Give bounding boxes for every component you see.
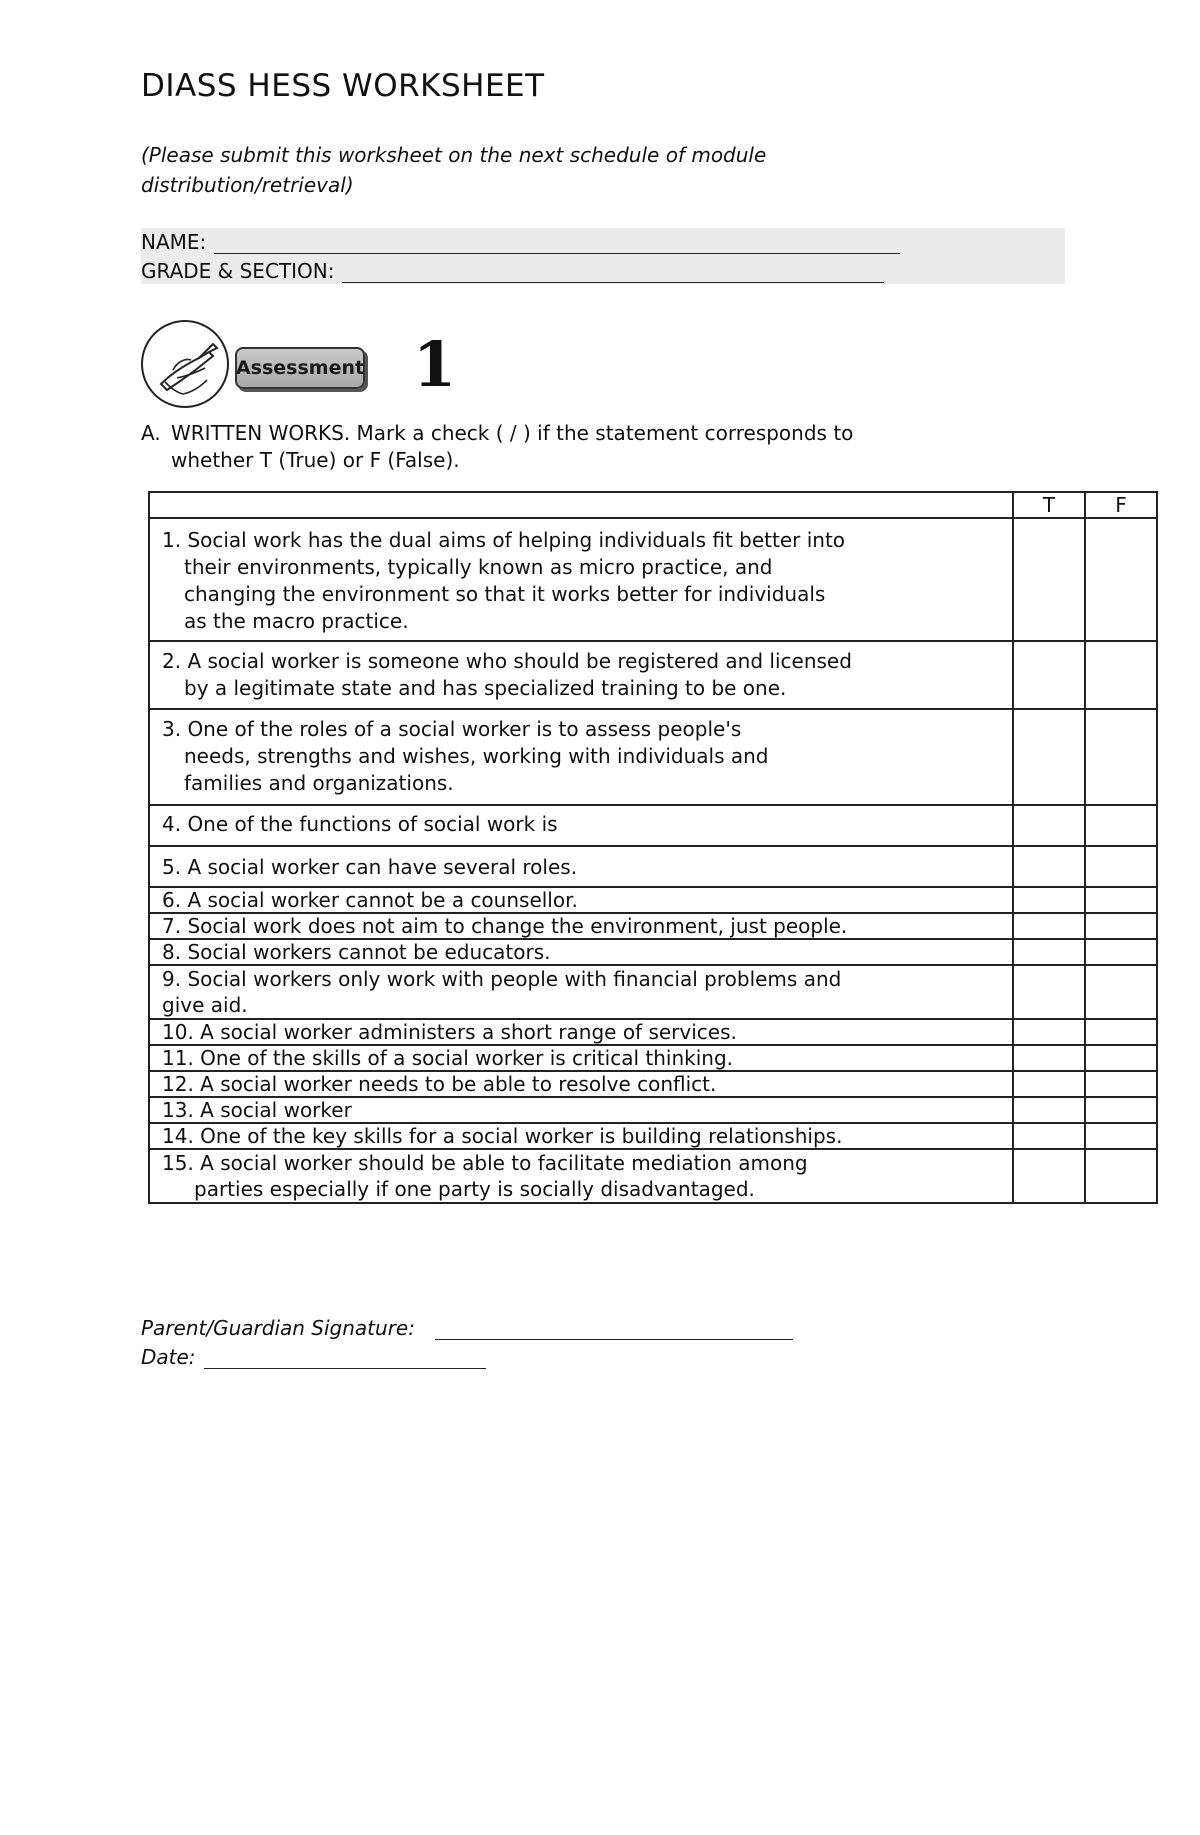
table-row (149, 641, 1157, 709)
false-checkbox-cell[interactable] (1085, 641, 1157, 709)
table-row (149, 887, 1157, 913)
statement-cell: 7. Social work does not aim to change the environment, just people. (149, 913, 1013, 939)
table-row (149, 1045, 1157, 1071)
statement-cell: 12. A social worker needs to be able to resolve conflict. (149, 1071, 1013, 1097)
true-checkbox-cell[interactable] (1013, 709, 1085, 805)
statement-line: give aid. (162, 993, 248, 1017)
true-checkbox-cell[interactable] (1013, 846, 1085, 887)
true-checkbox-cell[interactable] (1013, 965, 1085, 1019)
table-row (149, 846, 1157, 887)
statement-cell: 13. A social worker (149, 1097, 1013, 1123)
statement-line: as the macro practice. (184, 609, 409, 633)
table-row (149, 939, 1157, 965)
table-row (149, 805, 1157, 846)
date-label: Date: (141, 1345, 196, 1369)
table-row (149, 1071, 1157, 1097)
statement-line: families and organizations. (184, 771, 454, 795)
header-statement (149, 492, 1013, 518)
true-checkbox-cell[interactable] (1013, 1071, 1085, 1097)
false-checkbox-cell[interactable] (1085, 1097, 1157, 1123)
false-checkbox-cell[interactable] (1085, 1071, 1157, 1097)
instruction-line-2: whether T (True) or F (False). (171, 448, 460, 472)
name-field-row (141, 228, 900, 254)
table-row (149, 518, 1157, 641)
instruction-line-1: WRITTEN WORKS. Mark a check ( / ) if the statement corresponds to (171, 421, 854, 445)
instructions (141, 420, 1021, 474)
false-checkbox-cell[interactable] (1085, 709, 1157, 805)
table-row (149, 1097, 1157, 1123)
true-checkbox-cell[interactable] (1013, 805, 1085, 846)
instruction-section-letter: A. (141, 421, 161, 445)
true-checkbox-cell[interactable] (1013, 1097, 1085, 1123)
statement-line: 1. Social work has the dual aims of helping individuals fit better into (162, 528, 846, 552)
table-row (149, 709, 1157, 805)
statement-line: 5. A social worker can have several roles. (162, 855, 578, 879)
statement-line: 9. Social workers only work with people with financial problems and (162, 967, 842, 991)
true-checkbox-cell[interactable] (1013, 939, 1085, 965)
date-row (141, 1341, 486, 1369)
false-checkbox-cell[interactable] (1085, 518, 1157, 641)
statement-line: 2. A social worker is someone who should be registered and licensed (162, 649, 852, 673)
table-row (149, 1149, 1157, 1203)
table-row (149, 965, 1157, 1019)
table-row (149, 913, 1157, 939)
assessment-header (141, 320, 471, 410)
name-input-line[interactable] (214, 233, 900, 254)
statement-line: 4. One of the functions of social work is (162, 812, 558, 836)
true-checkbox-cell[interactable] (1013, 913, 1085, 939)
false-checkbox-cell[interactable] (1085, 887, 1157, 913)
submission-note: (Please submit this worksheet on the next schedule of module distribution/retrieval) (141, 143, 767, 197)
grade-section-input-line[interactable] (342, 262, 884, 283)
parent-signature-line[interactable] (435, 1319, 793, 1340)
grade-section-label: GRADE & SECTION: (141, 259, 335, 283)
true-checkbox-cell[interactable] (1013, 1149, 1085, 1203)
statement-line: by a legitimate state and has specialized training to be one. (184, 676, 787, 700)
table-header-row (149, 492, 1157, 518)
statement-line: their environments, typically known as micro practice, and (184, 555, 773, 579)
date-line[interactable] (204, 1348, 486, 1369)
statement-cell (149, 518, 1013, 641)
statement-cell: 14. One of the key skills for a social worker is building relationships. (149, 1123, 1013, 1149)
false-checkbox-cell[interactable] (1085, 1019, 1157, 1045)
false-checkbox-cell[interactable] (1085, 913, 1157, 939)
true-checkbox-cell[interactable] (1013, 1045, 1085, 1071)
true-checkbox-cell[interactable] (1013, 518, 1085, 641)
true-checkbox-cell[interactable] (1013, 641, 1085, 709)
statement-cell: 8. Social workers cannot be educators. (149, 939, 1013, 965)
statement-line: needs, strengths and wishes, working with individuals and (184, 744, 769, 768)
name-label: NAME: (141, 230, 207, 254)
false-checkbox-cell[interactable] (1085, 939, 1157, 965)
true-checkbox-cell[interactable] (1013, 887, 1085, 913)
statement-line: 15. A social worker should be able to facilitate mediation among (162, 1151, 808, 1175)
statement-line: changing the environment so that it works better for individuals (184, 582, 826, 606)
false-checkbox-cell[interactable] (1085, 1123, 1157, 1149)
statement-cell (149, 641, 1013, 709)
false-checkbox-cell[interactable] (1085, 805, 1157, 846)
header-true: T (1013, 492, 1085, 518)
assessment-number: 1 (413, 328, 457, 401)
statement-cell (149, 805, 1013, 846)
false-checkbox-cell[interactable] (1085, 1149, 1157, 1203)
statement-cell: 11. One of the skills of a social worker is critical thinking. (149, 1045, 1013, 1071)
false-checkbox-cell[interactable] (1085, 1045, 1157, 1071)
assessment-badge: Assessment (235, 347, 365, 389)
statement-cell (149, 1149, 1013, 1203)
statement-cell (149, 965, 1013, 1019)
true-checkbox-cell[interactable] (1013, 1019, 1085, 1045)
true-false-table (148, 491, 1158, 1204)
statement-line: 3. One of the roles of a social worker is to assess people's (162, 717, 742, 741)
true-checkbox-cell[interactable] (1013, 1123, 1085, 1149)
grade-field-row (141, 257, 884, 283)
table-row (149, 1123, 1157, 1149)
parent-signature-label: Parent/Guardian Signature: (141, 1316, 415, 1340)
false-checkbox-cell[interactable] (1085, 846, 1157, 887)
statement-cell (149, 846, 1013, 887)
statement-cell: 10. A social worker administers a short range of services. (149, 1019, 1013, 1045)
page-title: DIASS HESS WORKSHEET (141, 68, 545, 104)
header-false: F (1085, 492, 1157, 518)
statement-cell: 6. A social worker cannot be a counsellor. (149, 887, 1013, 913)
statement-cell (149, 709, 1013, 805)
statement-line: parties especially if one party is socially disadvantaged. (194, 1177, 755, 1201)
false-checkbox-cell[interactable] (1085, 965, 1157, 1019)
table-row (149, 1019, 1157, 1045)
parent-signature-row (141, 1312, 793, 1340)
pencil-hand-icon (141, 320, 229, 408)
